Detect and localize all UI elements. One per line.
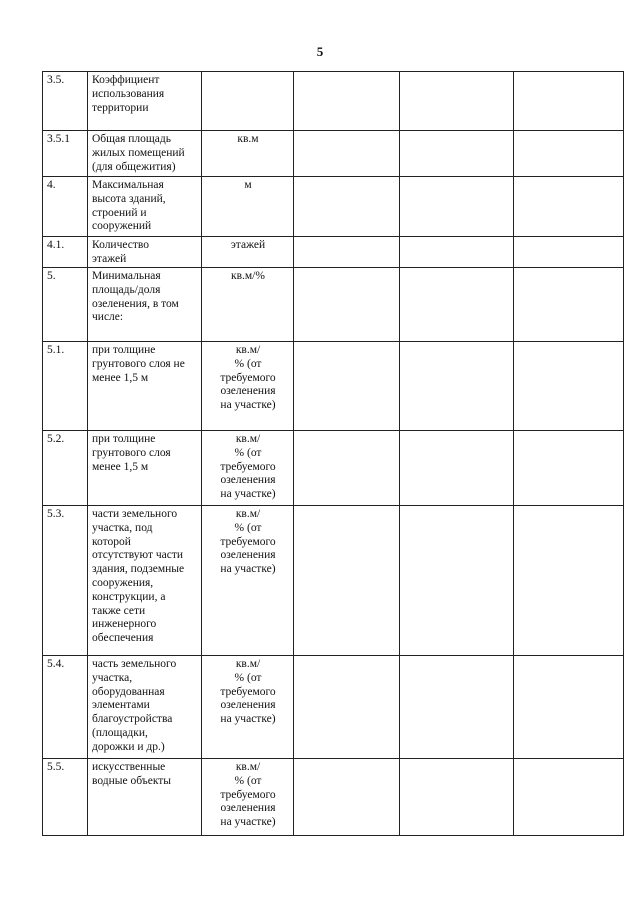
value-cell xyxy=(294,177,400,237)
value-cell xyxy=(514,72,624,131)
value-cell xyxy=(400,759,514,836)
parameter-name: искусственные водные объекты xyxy=(92,761,172,787)
unit: кв.м/ % (от требуемого озеленения на участке) xyxy=(220,508,276,576)
row-number: 3.5.1 xyxy=(43,131,88,177)
value-cell xyxy=(514,342,624,431)
unit: кв.м/ % (от требуемого озеленения на участке) xyxy=(220,344,276,412)
value-cell xyxy=(400,237,514,268)
value-cell xyxy=(514,237,624,268)
value-cell xyxy=(514,759,624,836)
value-cell xyxy=(400,177,514,237)
table-row xyxy=(43,131,624,177)
value-cell xyxy=(514,131,624,177)
unit: кв.м/ % (от требуемого озеленения на участке) xyxy=(220,761,276,829)
value-cell xyxy=(514,177,624,237)
value-cell xyxy=(514,656,624,759)
value-cell xyxy=(514,506,624,656)
row-number: 5.5. xyxy=(43,759,88,836)
value-cell xyxy=(294,342,400,431)
value-cell xyxy=(400,131,514,177)
page-number: 5 xyxy=(316,44,324,59)
row-number: 5. xyxy=(43,268,88,342)
row-number: 5.4. xyxy=(43,656,88,759)
value-cell xyxy=(294,237,400,268)
value-cell xyxy=(294,431,400,506)
unit: кв.м/ % (от требуемого озеленения на участке) xyxy=(220,433,276,501)
value-cell xyxy=(514,268,624,342)
table-row xyxy=(43,431,624,506)
value-cell xyxy=(294,268,400,342)
table-row xyxy=(43,237,624,268)
value-cell xyxy=(400,342,514,431)
parameter-name: Максимальная высота зданий, строений и сооружений xyxy=(92,179,166,233)
table-row xyxy=(43,506,624,656)
value-cell xyxy=(294,131,400,177)
value-cell xyxy=(294,656,400,759)
parameter-name: Коэффициент использования территории xyxy=(92,74,165,114)
value-cell xyxy=(400,506,514,656)
value-cell xyxy=(294,72,400,131)
unit: кв.м/ % (от требуемого озеленения на участке) xyxy=(220,658,276,726)
value-cell xyxy=(294,506,400,656)
value-cell xyxy=(514,431,624,506)
parameter-name: Минимальная площадь/доля озеленения, в том числе: xyxy=(92,270,179,324)
table-row xyxy=(43,342,624,431)
parameter-name: при толщине грунтового слоя менее 1,5 м xyxy=(92,433,171,473)
unit: кв.м xyxy=(237,133,259,145)
parameter-name: часть земельного участка, оборудованная элементами благоустройства (площадки, дорожки и др.) xyxy=(92,658,177,753)
parameter-name: Количество этажей xyxy=(92,239,149,265)
value-cell xyxy=(400,656,514,759)
unit: м xyxy=(244,179,252,191)
row-number: 5.3. xyxy=(43,506,88,656)
table-row xyxy=(43,72,624,131)
table-row xyxy=(43,759,624,836)
unit: этажей xyxy=(230,239,266,251)
value-cell xyxy=(400,431,514,506)
table-row xyxy=(43,268,624,342)
row-number: 5.2. xyxy=(43,431,88,506)
value-cell xyxy=(400,72,514,131)
unit: кв.м/% xyxy=(231,270,265,282)
parameters-table xyxy=(42,71,624,836)
table-row xyxy=(43,656,624,759)
row-number: 3.5. xyxy=(43,72,88,131)
parameter-name: части земельного участка, под которой отсутствуют части здания, подземные сооружения, конструкции, а также сети инженерного обеспечения xyxy=(92,508,185,645)
row-number: 4.1. xyxy=(43,237,88,268)
value-cell xyxy=(294,759,400,836)
parameter-name: при толщине грунтового слоя не менее 1,5 м xyxy=(92,344,185,384)
table-row xyxy=(43,177,624,237)
row-number: 5.1. xyxy=(43,342,88,431)
value-cell xyxy=(400,268,514,342)
parameter-name: Общая площадь жилых помещений (для общежития) xyxy=(92,133,185,173)
row-number: 4. xyxy=(43,177,88,237)
